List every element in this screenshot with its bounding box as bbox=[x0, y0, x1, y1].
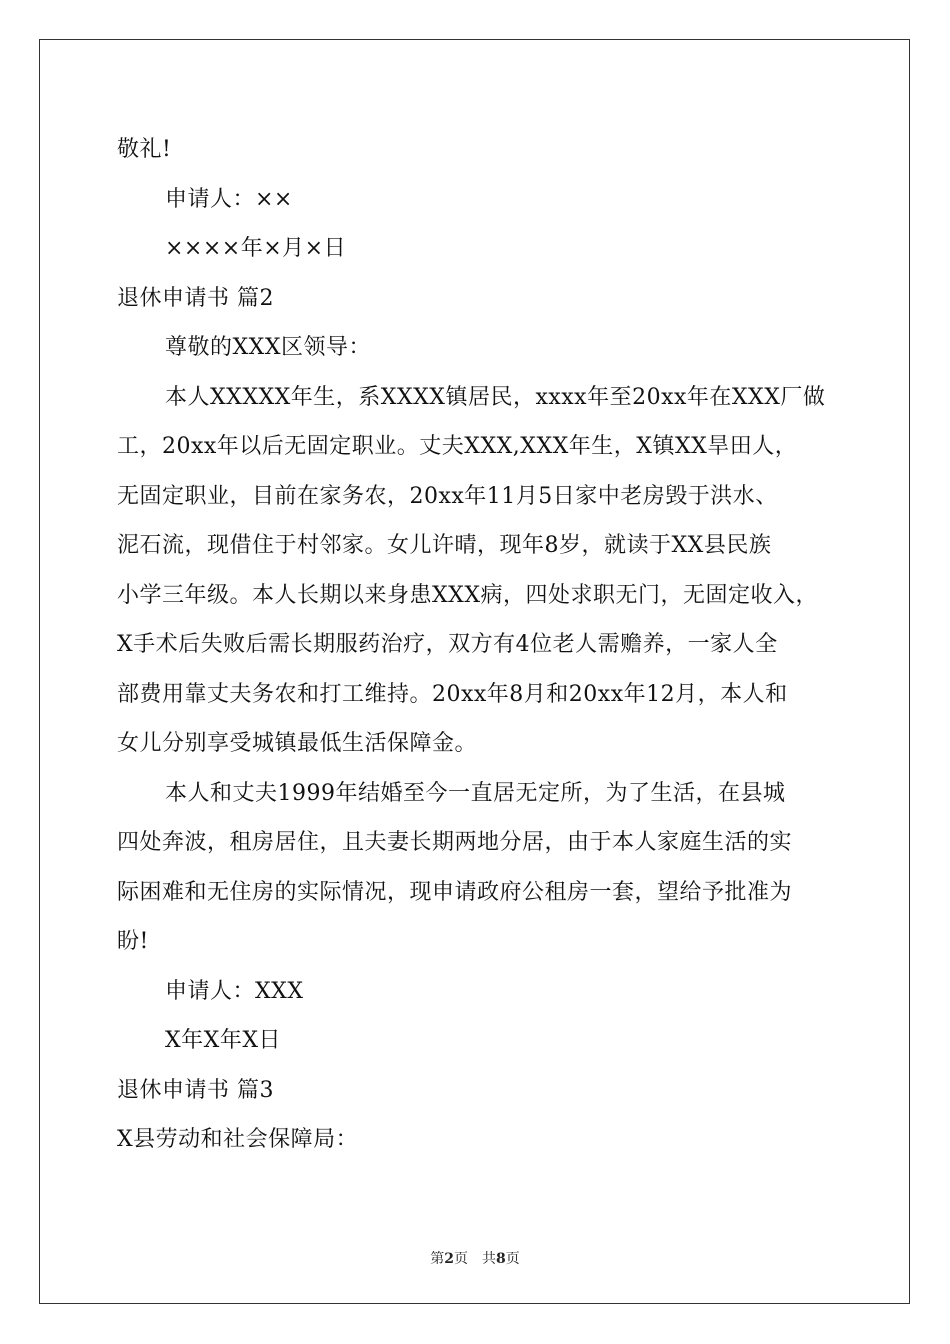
paragraph-line: 际困难和无住房的实际情况，现申请政府公租房一套，望给予批准为 bbox=[117, 879, 793, 905]
paragraph-line: 小学三年级。本人长期以来身患XXX病，四处求职无门，无固定收入， bbox=[117, 582, 818, 608]
page-mid: 页 共 bbox=[454, 1251, 496, 1267]
paragraph-line: 泥石流，现借住于村邻家。女儿许晴，现年8岁，就读于XX县民族 bbox=[117, 533, 772, 558]
paragraph-line: 盼! bbox=[117, 929, 149, 954]
applicant-signature: 申请人：XXX bbox=[165, 978, 304, 1004]
signature-date: X年X年X日 bbox=[165, 1028, 281, 1053]
paragraph-line: 无固定职业，目前在家务农，20xx年11月5日家中老房毁于洪水、 bbox=[117, 483, 778, 509]
paragraph-line: 部费用靠丈夫务农和打工维持。20xx年8月和20xx年12月，本人和 bbox=[117, 681, 788, 707]
paragraph-line: 四处奔波，租房居住，且夫妻长期两地分居，由于本人家庭生活的实 bbox=[117, 830, 793, 855]
page-current: 2 bbox=[444, 1251, 454, 1267]
signature-date: ××××年×月×日 bbox=[165, 236, 347, 261]
page-total: 8 bbox=[496, 1251, 506, 1267]
page-prefix: 第 bbox=[430, 1251, 445, 1267]
section-heading-3: 退休申请书 篇3 bbox=[117, 1077, 274, 1103]
closing-salutation: 敬礼! bbox=[117, 137, 172, 162]
section-heading-2: 退休申请书 篇2 bbox=[117, 285, 274, 311]
applicant-signature: 申请人：×× bbox=[165, 186, 293, 212]
letter-greeting: 尊敬的XXX区领导： bbox=[165, 335, 371, 360]
paragraph-line: 女儿分别享受城镇最低生活保障金。 bbox=[117, 731, 478, 756]
paragraph-line: X手术后失败后需长期服药治疗，双方有4位老人需赡养，一家人全 bbox=[117, 632, 778, 657]
paragraph-line: 本人和丈夫1999年结婚至今一直居无定所，为了生活，在县城 bbox=[165, 780, 786, 806]
paragraph-line: 本人XXXXX年生，系XXXX镇居民，xxxx年至20xx年在XXX厂做 bbox=[165, 384, 826, 410]
page-footer bbox=[0, 1248, 950, 1268]
letter-recipient: X县劳动和社会保障局： bbox=[117, 1127, 359, 1152]
page-suffix: 页 bbox=[505, 1251, 520, 1267]
paragraph-line: 工，20xx年以后无固定职业。丈夫XXX,XXX年生，X镇XX旱田人， bbox=[117, 434, 798, 459]
document-body bbox=[117, 125, 837, 1165]
